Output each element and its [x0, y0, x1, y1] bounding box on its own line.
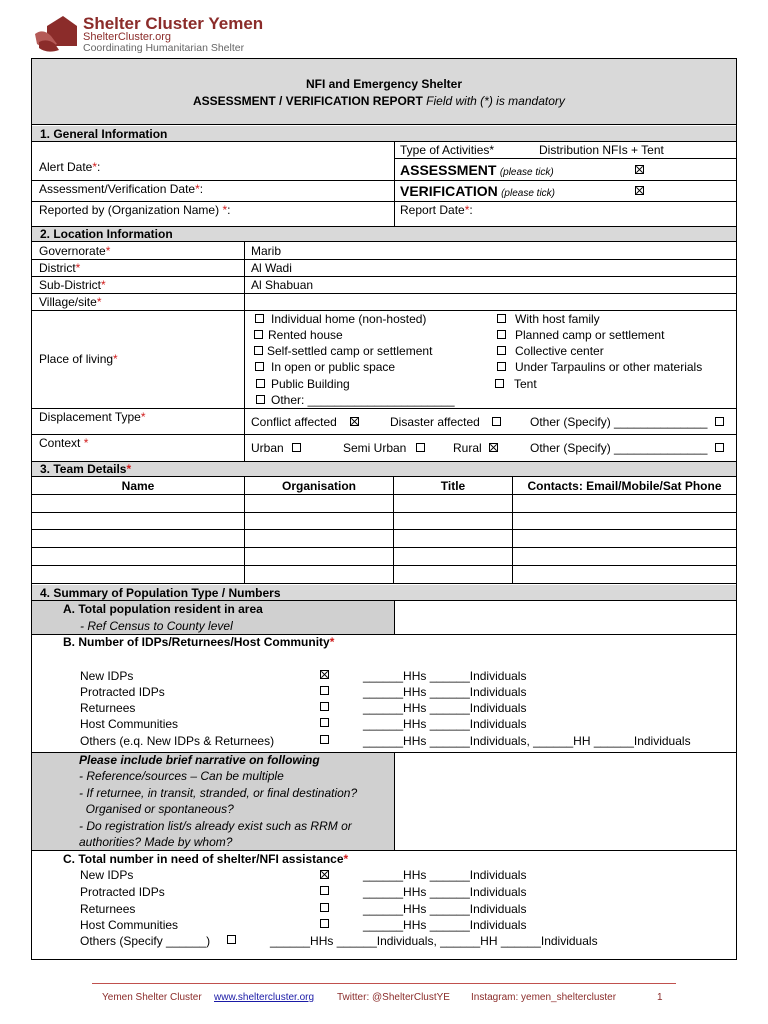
- semi-urban-checkbox[interactable]: [416, 443, 425, 452]
- b-row-hhs[interactable]: ______HHs ______Individuals: [363, 717, 527, 731]
- section3-heading: 3. Team Details*: [40, 462, 132, 476]
- b-row-label: Others (e.q. New IDPs & Returnees): [80, 734, 275, 748]
- section4a-title: A. Total population resident in area: [63, 602, 263, 616]
- place-option-checkbox[interactable]: [497, 330, 506, 339]
- village-label: Village/site*: [39, 295, 102, 309]
- alert-date-label: Alert Date*:: [39, 160, 101, 174]
- place-option-label: Under Tarpaulins or other materials: [515, 360, 703, 374]
- place-option-checkbox[interactable]: [256, 395, 265, 404]
- section1-heading: 1. General Information: [40, 127, 168, 141]
- place-of-living-label: Place of living*: [39, 352, 118, 366]
- footer-url[interactable]: www.sheltercluster.org: [214, 992, 315, 1003]
- c-row-label: Host Communities: [80, 918, 179, 932]
- context-other-label[interactable]: Other (Specify) ______________: [530, 441, 708, 455]
- narrative-line: authorities? Made by whom?: [79, 835, 233, 849]
- footer-twitter: Twitter: @ShelterClustYE: [337, 992, 450, 1003]
- team-col-contacts: Contacts: Email/Mobile/Sat Phone: [527, 479, 722, 493]
- b-row-label: New IDPs: [80, 669, 134, 683]
- assessment-checkbox[interactable]: [635, 165, 644, 174]
- context-other-checkbox[interactable]: [715, 443, 724, 452]
- b-row-label: Returnees: [80, 701, 136, 715]
- c-row-checkbox[interactable]: [320, 870, 329, 879]
- team-col-organisation: Organisation: [281, 479, 356, 493]
- district-label: District*: [39, 261, 81, 275]
- b-row-checkbox[interactable]: [320, 686, 329, 695]
- form-title: NFI and Emergency Shelter: [305, 77, 463, 91]
- c-others-hhs[interactable]: ______HHs ______Individuals, ______HH ______Individuals: [270, 934, 598, 948]
- disaster-affected-label: Disaster affected: [390, 415, 480, 429]
- place-option-checkbox[interactable]: [495, 379, 504, 388]
- rural-checkbox[interactable]: [489, 443, 498, 452]
- displacement-other-checkbox[interactable]: [715, 417, 724, 426]
- c-row-checkbox[interactable]: [320, 903, 329, 912]
- section4a-note: - Ref Census to County level: [80, 619, 233, 633]
- narrative-line: Please include brief narrative on following: [79, 753, 320, 767]
- c-row-checkbox[interactable]: [320, 886, 329, 895]
- place-option-label: Tent: [514, 377, 537, 391]
- team-col-name: Name: [121, 479, 155, 493]
- subdistrict-label: Sub-District*: [39, 278, 106, 292]
- rural-label: Rural: [453, 441, 482, 455]
- footer-instagram: Instagram: yemen_sheltercluster: [471, 992, 617, 1003]
- c-row-hhs[interactable]: ______HHs ______Individuals: [363, 885, 527, 899]
- org-site: ShelterCluster.org: [83, 31, 172, 43]
- place-option-checkbox[interactable]: [497, 314, 506, 323]
- semi-urban-label: Semi Urban: [343, 441, 407, 455]
- footer-page-number: 1: [657, 992, 663, 1003]
- c-others-checkbox[interactable]: [227, 935, 236, 944]
- type-of-activities-value[interactable]: Distribution NFIs + Tent: [539, 143, 664, 157]
- c-row-hhs[interactable]: ______HHs ______Individuals: [363, 918, 527, 932]
- conflict-affected-label: Conflict affected: [251, 415, 337, 429]
- b-row-hhs[interactable]: ______HHs ______Individuals, ______HH ______Individuals: [363, 734, 691, 748]
- place-option-checkbox[interactable]: [254, 346, 263, 355]
- c-row-label: Protracted IDPs: [80, 885, 165, 899]
- report-date-label: Report Date*:: [400, 203, 473, 217]
- section4c-title: C. Total number in need of shelter/NFI assistance*: [63, 852, 349, 866]
- subdistrict-value[interactable]: Al Shabuan: [251, 278, 314, 292]
- displacement-other-label[interactable]: Other (Specify) ______________: [530, 415, 708, 429]
- place-option-label: Self-settled camp or settlement: [267, 344, 433, 358]
- narrative-line: - If returnee, in transit, stranded, or final destination?: [79, 786, 358, 800]
- place-option-label: Public Building: [271, 377, 350, 391]
- c-row-hhs[interactable]: ______HHs ______Individuals: [363, 902, 527, 916]
- c-row-checkbox[interactable]: [320, 919, 329, 928]
- narrative-line: - Reference/sources – Can be multiple: [79, 769, 284, 783]
- place-option-checkbox[interactable]: [255, 314, 264, 323]
- place-option-checkbox[interactable]: [254, 330, 263, 339]
- assessment-date-label: Assessment/Verification Date*:: [39, 182, 204, 196]
- place-option-checkbox[interactable]: [256, 379, 265, 388]
- hands-house-logo-icon: [33, 14, 79, 54]
- governorate-value[interactable]: Marib: [251, 244, 282, 258]
- place-option-label: Rented house: [268, 328, 343, 342]
- section4b-title: B. Number of IDPs/Returnees/Host Community*: [63, 635, 335, 649]
- org-name: Shelter Cluster Yemen: [83, 14, 264, 33]
- place-option-label: Planned camp or settlement: [515, 328, 665, 342]
- place-option-checkbox[interactable]: [255, 362, 264, 371]
- team-col-title: Title: [440, 479, 466, 493]
- conflict-affected-checkbox[interactable]: [350, 417, 359, 426]
- place-option-checkbox[interactable]: [497, 346, 506, 355]
- assessment-option: ASSESSMENT (please tick): [400, 162, 554, 178]
- section4-heading: 4. Summary of Population Type / Numbers: [40, 586, 281, 600]
- b-row-label: Protracted IDPs: [80, 685, 165, 699]
- b-row-hhs[interactable]: ______HHs ______Individuals: [363, 685, 527, 699]
- place-option-label: Collective center: [515, 344, 604, 358]
- narrative-line: Organised or spontaneous?: [79, 802, 234, 816]
- urban-label: Urban: [251, 441, 284, 455]
- place-option-label: With host family: [515, 312, 600, 326]
- displacement-type-label: Displacement Type*: [39, 410, 146, 424]
- c-row-label: Returnees: [80, 902, 136, 916]
- b-row-hhs[interactable]: ______HHs ______Individuals: [363, 701, 527, 715]
- reported-by-label: Reported by (Organization Name) *:: [39, 203, 231, 217]
- c-others-label[interactable]: Others (Specify ______): [80, 934, 211, 948]
- place-option-label: Individual home (non-hosted): [271, 312, 427, 326]
- disaster-affected-checkbox[interactable]: [492, 417, 501, 426]
- type-of-activities-label: Type of Activities*: [400, 143, 495, 157]
- mandatory-note: Field with (*) is mandatory: [426, 94, 565, 108]
- c-row-hhs[interactable]: ______HHs ______Individuals: [363, 868, 527, 882]
- urban-checkbox[interactable]: [292, 443, 301, 452]
- verification-checkbox[interactable]: [635, 186, 644, 195]
- narrative-line: - Do registration list/s already exist such as RRM or: [79, 819, 352, 833]
- governorate-label: Governorate*: [39, 244, 111, 258]
- section2-heading: 2. Location Information: [40, 227, 173, 241]
- c-row-label: New IDPs: [80, 868, 134, 882]
- b-row-checkbox[interactable]: [320, 702, 329, 711]
- b-row-hhs[interactable]: ______HHs ______Individuals: [363, 669, 527, 683]
- b-row-label: Host Communities: [80, 717, 179, 731]
- org-tagline: Coordinating Humanitarian Shelter: [83, 42, 245, 54]
- b-row-checkbox[interactable]: [320, 735, 329, 744]
- verification-option: VERIFICATION (please tick): [400, 183, 555, 199]
- b-row-checkbox[interactable]: [320, 718, 329, 727]
- b-row-checkbox[interactable]: [320, 670, 329, 679]
- district-value[interactable]: Al Wadi: [251, 261, 292, 275]
- footer-org: Yemen Shelter Cluster: [102, 992, 202, 1003]
- place-option-label: In open or public space: [271, 360, 396, 374]
- context-label: Context *: [39, 436, 89, 450]
- form-subtitle: ASSESSMENT / VERIFICATION REPORT: [193, 94, 423, 108]
- place-option-checkbox[interactable]: [497, 362, 506, 371]
- place-option-label: Other: ______________________: [271, 393, 455, 407]
